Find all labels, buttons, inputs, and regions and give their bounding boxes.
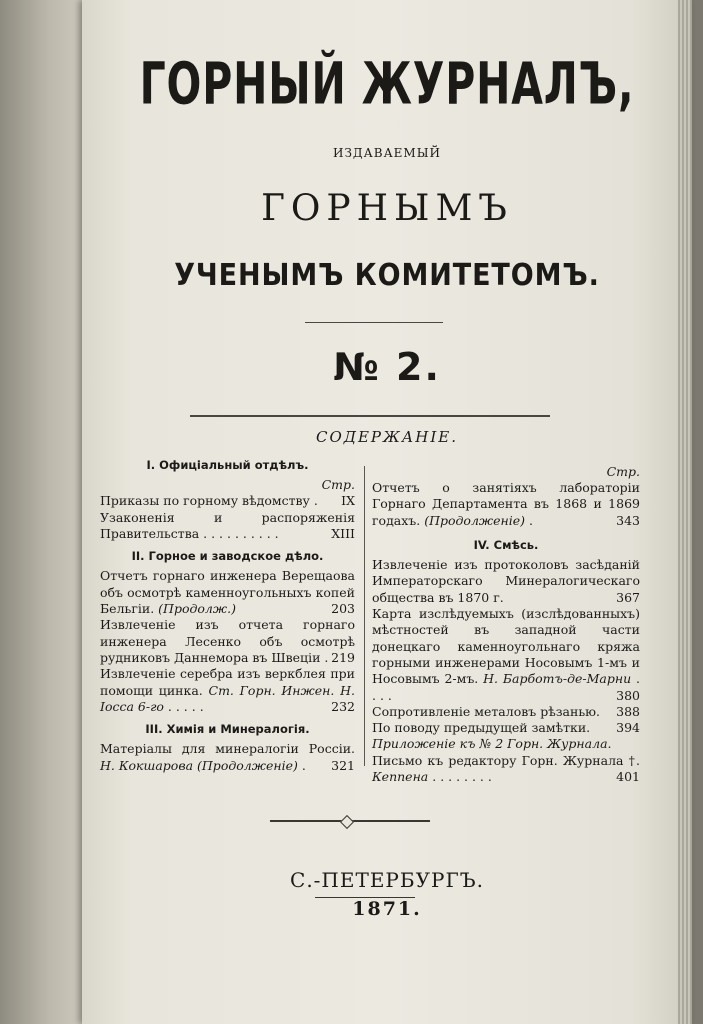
contents-entry <box>100 510 355 543</box>
ornamental-rule <box>270 820 430 822</box>
publisher-line-2: УЧЕНЫМЪ КОМИТЕТОМЪ. <box>174 258 600 293</box>
entry-text: Письмо къ редактору Горн. Журнала †. <box>372 752 640 768</box>
entry-italic: (Продолженіе) <box>424 512 526 528</box>
contents-entry <box>372 704 640 720</box>
issue-number: № 2. <box>333 345 441 389</box>
entry-text: Сопротивленіе металовъ рѣзанью. <box>372 703 600 719</box>
entry-text: Матеріалы для минералогіи Россіи. <box>100 741 355 757</box>
entry-italic: Н. Барботъ-де-Марни <box>483 671 632 687</box>
entry-text: Приказы по горному вѣдомству . <box>100 493 318 509</box>
column-divider <box>364 466 365 766</box>
section-heading: IV. Смѣсь. <box>473 537 539 552</box>
imprint-year: 1871. <box>352 898 422 920</box>
entry-text: Карта изслѣдуемыхъ (изслѣдованныхъ) мѣстностей въ западной части донецкаго каменноугольнаго кряжа горными инженерами Носовымъ 1-мъ и Носовымъ 2-мъ. <box>372 606 640 687</box>
section-heading: III. Химія и Минералогія. <box>145 722 310 737</box>
contents-entry <box>100 666 355 715</box>
entry-page: IX <box>341 493 355 509</box>
contents-right-column <box>372 480 640 785</box>
entry-dots: . . . . <box>372 671 641 703</box>
divider-rule <box>305 322 443 323</box>
entry-text: Извлеченіе серебра изъ веркблея при помощи цинка. <box>100 666 355 698</box>
contents-entry <box>372 720 640 736</box>
contents-entry <box>372 557 640 606</box>
entry-page: 388 <box>616 703 640 719</box>
contents-entry <box>372 753 640 786</box>
entry-page: 401 <box>616 769 640 785</box>
contents-heading: СОДЕРЖАНІЕ. <box>316 428 458 446</box>
section-heading: II. Горное и заводское дѣло. <box>131 549 324 564</box>
entry-text: Отчетъ горнаго инженера Верещаова объ осмотрѣ каменноугольныхъ копей Бельгіи. <box>100 568 355 617</box>
entry-italic: Н. Кокшарова (Продолженіе) <box>100 757 298 773</box>
entry-text: Извлеченіе изъ отчета горнаго инженера Лесенко объ осмотрѣ рудниковъ Даннемора въ Швеціи . <box>100 617 355 665</box>
entry-italic: Кеппена <box>372 769 429 785</box>
entry-dots: . . . . . . . . <box>432 769 492 785</box>
left-page-edge <box>0 0 88 1024</box>
contents-entry <box>372 480 640 529</box>
contents-entry <box>100 477 355 509</box>
entry-page: 394 <box>616 720 640 736</box>
entry-page: 219 <box>331 649 355 665</box>
contents-entry <box>372 736 640 752</box>
divider-rule <box>190 415 550 417</box>
entry-text: Отчетъ о занятіяхъ лабораторіи Горнаго Департамента въ 1868 и 1869 годахъ. <box>372 480 640 528</box>
entry-dots: . . . . . <box>167 698 204 714</box>
published-by: издаваемый <box>332 142 441 162</box>
contents-entry <box>372 606 640 704</box>
entry-italic: Приложеніе къ № 2 Горн. Журнала. <box>372 736 612 752</box>
entry-italic: (Продолж.) <box>158 601 236 617</box>
entry-text: Извлеченіе изъ протоколовъ засѣданій Императорскаго Минералогическаго общества въ 1870 г. <box>372 557 640 605</box>
entry-page: 380 <box>616 687 640 703</box>
entry-page: XIII <box>331 525 355 541</box>
entry-page: 343 <box>616 512 640 528</box>
entry-dots: . <box>301 757 306 773</box>
entry-page: 367 <box>616 589 640 605</box>
entry-page: 232 <box>331 698 355 714</box>
journal-title: ГОРНЫЙ ЖУРНАЛЪ, <box>139 50 635 118</box>
entry-page: 203 <box>331 601 355 617</box>
contents-entry <box>100 617 355 666</box>
entry-text: Узаконенія и распоряженія Правительства . . . . . . . . . . <box>100 509 355 541</box>
contents-entry <box>100 741 355 774</box>
contents-entry <box>100 568 355 617</box>
entry-text: По поводу предыдущей замѣтки. <box>372 720 591 736</box>
entry-italic: Ст. Горн. Инжен. Н. Іосса 6-го <box>100 682 355 714</box>
entry-dots: . <box>529 512 533 528</box>
imprint-city: С.-ПЕТЕРБУРГЪ. <box>290 868 484 892</box>
section-heading: I. Офиціальный отдѣлъ. <box>146 458 309 472</box>
contents-left-column: I. Офиціальный отдѣлъ. Стр. IX Приказы по горному вѣдомству . Узаконенія и распоряженія Правительства . . . . . . . . . . XIII II. Горное и заводское дѣло. Отчетъ горнаго инженера Верещаова объ осмотрѣ каменноугольныхъ копей Бельгіи. (Продолж.) 203 Извлеченіе изъ отчета горнаго инженера Лесенко объ осмотрѣ рудниковъ Даннемора въ Швеціи . 219 Извлеченіе серебра изъ веркблея при помощи цинка. Ст. Горн. Инжен. Н. Іосса 6-го . . . . . 232 III. Химія и Минералогія. Матеріалы для минералогіи Россіи. Н. Кокшарова (Продолженіе) . 321 <box>100 458 355 773</box>
publisher-line-1: ГОРНЫМЪ <box>261 188 513 229</box>
entry-page: 321 <box>331 757 355 773</box>
